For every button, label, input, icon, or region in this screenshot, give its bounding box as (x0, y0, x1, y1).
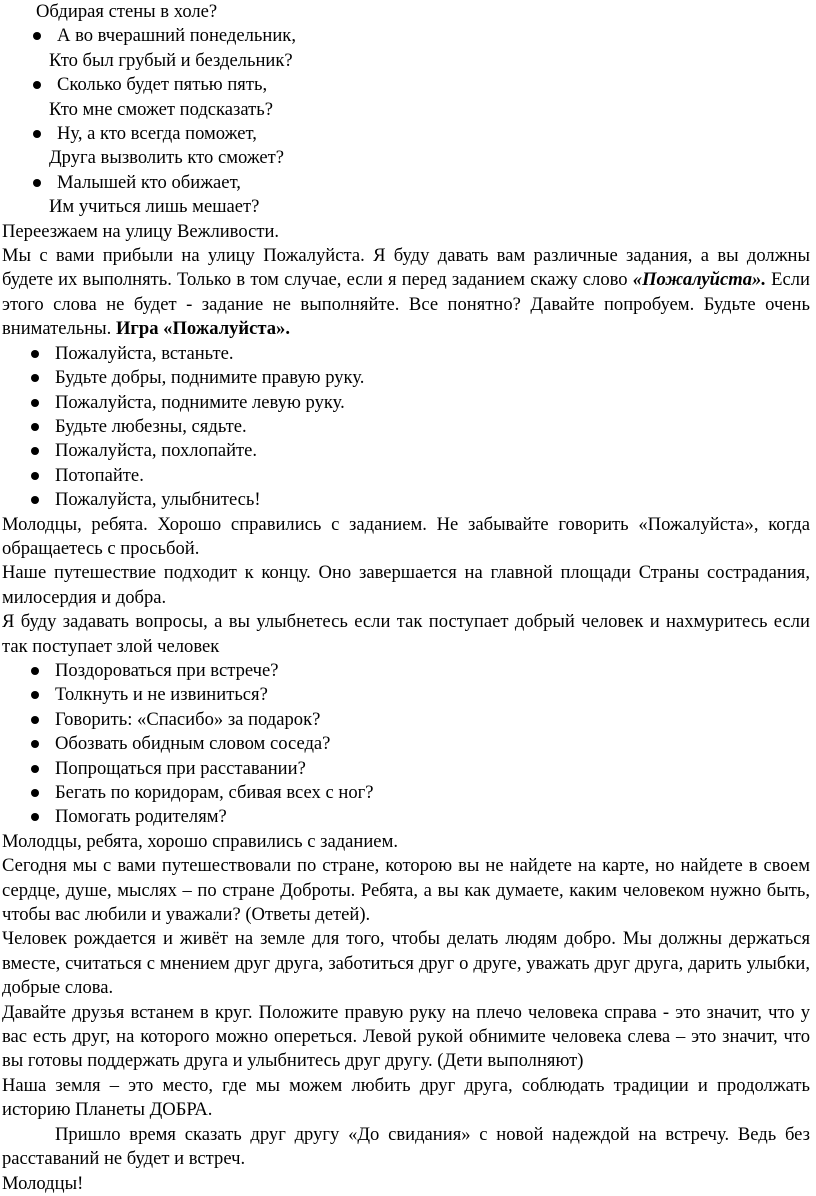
paragraph-human: Человек рождается и живёт на земле для того, чтобы делать людям добро. Мы должны держаться вместе, считаться с мнением друг друга, заботиться друг о друге, уважать друг друга, дарить улыбки, добрые слова. (2, 928, 810, 999)
game-title: Игра «Пожалуйста». (115, 318, 290, 340)
paragraph-goodbye: Пришло время сказать друг другу «До свидания» с новой надеждой на встречу. Ведь без расставаний не будет и встреч. (2, 1123, 810, 1170)
bullet-icon (31, 765, 39, 773)
paragraph-move: Переезжаем на улицу Вежливости. (2, 220, 280, 242)
bullet-icon (31, 496, 39, 504)
paragraph-questions-intro: Я буду задавать вопросы, а вы улыбнетесь если так поступает добрый человек и нахмуритесь если так поступает злой человек (2, 611, 810, 657)
bullet-icon (33, 32, 41, 40)
poem-line: Им учиться лишь мешает? (49, 196, 260, 218)
list-item-text: Помогать родителям? (55, 806, 227, 828)
list-item-text: Поздороваться при встрече? (55, 659, 279, 681)
text-span: Мы с вами прибыли на улицу Пожалуйста. Я буду давать вам различные задания, а вы должны будете их выполнять. Только в том случае, если я перед заданием скажу слово (2, 245, 810, 291)
list-item-text: Пожалуйста, поднимите левую руку. (55, 391, 345, 413)
paragraph-journey: Наше путешествие подходит к концу. Оно завершается на главной площади Страны сострадания, милосердия и добра. (2, 562, 810, 608)
poem-line: Обдирая стены в холе? (36, 1, 218, 22)
poem-line: Малышей кто обижает, (57, 171, 241, 193)
bullet-icon (31, 447, 39, 455)
poem-item (2, 122, 810, 146)
bullet-icon (31, 667, 39, 675)
paragraph-please-street (2, 244, 810, 342)
poem-line: А во вчерашний понедельник, (57, 25, 296, 47)
bullet-icon (31, 472, 39, 480)
bullet-icon (31, 789, 39, 797)
bullet-icon (31, 423, 39, 431)
poem-line: Кто мне сможет подсказать? (49, 98, 274, 120)
bullet-icon (31, 691, 39, 699)
bullet-icon (31, 399, 39, 407)
list-item-text: Будьте любезны, сядьте. (55, 415, 247, 437)
list-item-text: Будьте добры, поднимите правую руку. (55, 367, 365, 389)
list-item (2, 464, 810, 488)
poem-item (2, 73, 810, 97)
list-item-text: Пожалуйста, встаньте. (55, 342, 234, 364)
poem-line: Друга вызволить кто сможет? (49, 147, 285, 169)
bullet-icon (31, 374, 39, 382)
bullet-icon (31, 740, 39, 748)
bullet-icon (33, 179, 41, 187)
paragraph-final: Молодцы! (2, 1172, 84, 1194)
list-item (2, 805, 810, 829)
commands-list (2, 342, 810, 513)
paragraph-circle: Давайте друзья встанем в круг. Положите правую руку на плечо человека справа - это значит, что у вас есть друг, на которого можно опереться. Левой рукой обнимите человека слева – это значит, что вы готовы поддержать друга и улыбнитесь друг другу. (Дети выполняют) (2, 1001, 810, 1072)
list-item-text: Толкнуть и не извиниться? (55, 684, 268, 706)
list-item-text: Потопайте. (55, 464, 144, 486)
paragraph-well-done: Молодцы, ребята. Хорошо справились с заданием. Не забывайте говорить «Пожалуйста», когда обращаетесь с просьбой. (2, 513, 810, 559)
list-item-text: Пожалуйста, улыбнитесь! (55, 489, 261, 511)
list-item-text: Бегать по коридорам, сбивая всех с ног? (55, 782, 374, 803)
list-item (2, 342, 810, 366)
list-item (2, 708, 810, 732)
list-item (2, 391, 810, 415)
poem-item (2, 24, 810, 48)
list-item-text: Обозвать обидным словом соседа? (55, 733, 331, 755)
poem-line: Ну, а кто всегда поможет, (57, 123, 257, 145)
list-item (2, 415, 810, 439)
list-item (2, 366, 810, 390)
list-item (2, 732, 810, 756)
list-item (2, 439, 810, 463)
paragraph-earth: Наша земля – это место, где мы можем любить друг друга, соблюдать традиции и продолжать историю Планеты ДОБРА. (2, 1074, 810, 1121)
paragraph-well-done-2: Молодцы, ребята, хорошо справились с заданием. (2, 830, 398, 852)
bullet-icon (31, 813, 39, 821)
paragraph-today: Сегодня мы с вами путешествовали по стране, которою вы не найдете на карте, но найдете в своем сердце, душе, мыслях – по стране Доброты. Ребята, а вы как думаете, каким человеком нужно быть, чтобы вас любили и уважали? (Ответы детей). (2, 855, 810, 926)
list-item-text: Попрощаться при расставании? (55, 757, 306, 779)
bullet-icon (33, 130, 41, 138)
poem-line: Сколько будет пятью пять, (57, 74, 268, 96)
poem-line: Кто был грубый и бездельник? (49, 49, 293, 71)
emphasis-word: «Пожалуйста». (632, 269, 766, 291)
list-item (2, 488, 810, 512)
poem-list (2, 24, 810, 219)
bullet-icon (31, 716, 39, 724)
questions-list (2, 659, 810, 830)
list-item (2, 659, 810, 683)
bullet-icon (33, 81, 41, 89)
poem-item (2, 171, 810, 195)
bullet-icon (31, 350, 39, 358)
text-span: Если этого слова не будет - задание не выполняйте. Все понятно? Давайте попробуем. Будьте очень внимательны. (2, 269, 810, 340)
list-item-text: Пожалуйста, похлопайте. (55, 440, 258, 462)
list-item (2, 683, 810, 707)
list-item-text: Говорить: «Спасибо» за подарок? (55, 708, 321, 730)
list-item (2, 781, 810, 805)
list-item (2, 757, 810, 781)
